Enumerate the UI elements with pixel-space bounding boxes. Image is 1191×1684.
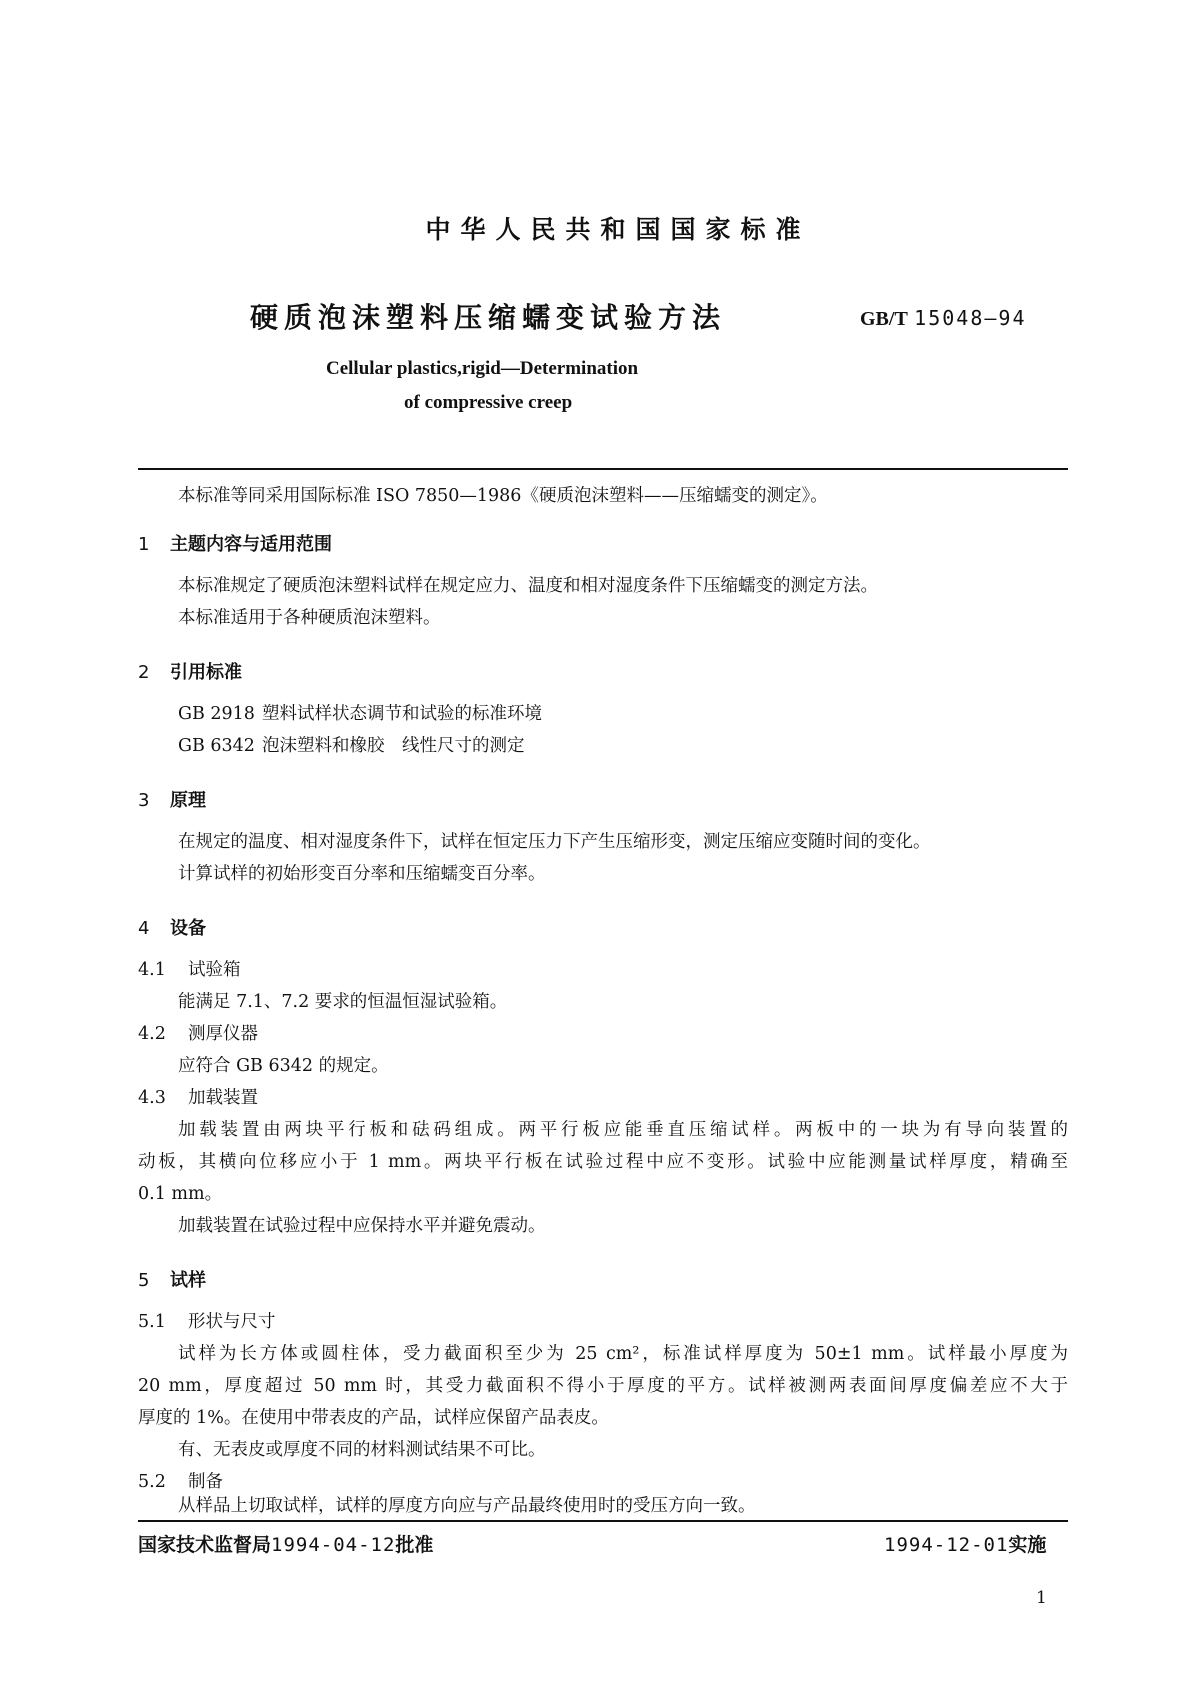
section-number: 1	[138, 534, 150, 555]
subsection-title: 制备	[188, 1472, 223, 1492]
section-1-heading	[138, 530, 332, 556]
subsection-5-1-paragraph-2: 有、无表皮或厚度不同的材料测试结果不可比。	[178, 1440, 546, 1460]
subsection-5-2-paragraph: 从样品上切取试样，试样的厚度方向应与产品最终使用时的受压方向一致。	[178, 1496, 756, 1516]
reference-item	[178, 738, 525, 756]
subsection-number: 5.1	[138, 1312, 166, 1332]
reference-title: 塑料试样状态调节和试验的标准环境	[262, 704, 542, 724]
subsection-5-1-heading	[138, 1314, 276, 1332]
section-5-heading	[138, 1266, 206, 1292]
section-1-paragraph-1: 本标准规定了硬质泡沫塑料试样在规定应力、温度和相对湿度条件下压缩蠕变的测定方法。	[178, 576, 878, 596]
standard-title-en-line1: Cellular plastics,rigid—Determination	[326, 358, 639, 379]
section-title: 引用标准	[170, 662, 242, 683]
top-divider	[138, 468, 1068, 470]
subsection-title: 试验箱	[188, 960, 241, 980]
subsection-4-1-paragraph: 能满足 7.1、7.2 要求的恒温恒湿试验箱。	[178, 992, 508, 1012]
subsection-number: 4.3	[138, 1088, 166, 1108]
approval-date: 1994-04-12	[271, 1534, 396, 1556]
subsection-4-3-paragraph-line2: 动板，其横向位移应小于 1 mm。两块平行板在试验过程中应不变形。试验中应能测量试样厚度，精确至	[138, 1152, 1068, 1172]
subsection-4-1-heading	[138, 962, 241, 980]
section-3-paragraph-1: 在规定的温度、相对湿度条件下，试样在恒定压力下产生压缩形变，测定压缩应变随时间的变化。	[178, 832, 931, 852]
subsection-4-3-paragraph-2: 加载装置在试验过程中应保持水平并避免震动。	[178, 1216, 546, 1236]
subsection-4-3-paragraph-line1: 加载装置由两块平行板和砝码组成。两平行板应能垂直压缩试样。两板中的一块为有导向装置的	[178, 1120, 1068, 1140]
effective-label: 实施	[1008, 1534, 1047, 1556]
section-3-heading	[138, 786, 206, 812]
intro-paragraph: 本标准等同采用国际标准 ISO 7850—1986《硬质泡沫塑料——压缩蠕变的测定》。	[178, 486, 828, 506]
standard-code: 15048—94	[914, 306, 1027, 330]
issuing-authority: 国家技术监督局	[138, 1534, 272, 1556]
reference-code: GB 6342	[178, 736, 255, 756]
subsection-4-2-paragraph: 应符合 GB 6342 的规定。	[178, 1056, 389, 1076]
subsection-number: 4.1	[138, 960, 166, 980]
page-number: 1	[1036, 1588, 1047, 1608]
section-1-paragraph-2: 本标准适用于各种硬质泡沫塑料。	[178, 608, 441, 628]
approval-line	[138, 1530, 433, 1557]
subsection-title: 加载装置	[188, 1088, 258, 1108]
subsection-title: 形状与尺寸	[188, 1312, 276, 1332]
approval-label: 批准	[395, 1534, 434, 1556]
subsection-number: 4.2	[138, 1024, 166, 1044]
section-4-heading	[138, 914, 206, 940]
subsection-4-2-heading	[138, 1026, 258, 1044]
national-standard-heading: 中华人民共和国国家标准	[425, 215, 811, 244]
subsection-4-3-heading	[138, 1090, 258, 1108]
subsection-title: 测厚仪器	[188, 1024, 258, 1044]
subsection-5-1-paragraph-line1: 试样为长方体或圆柱体，受力截面积至少为 25 cm²，标准试样厚度为 50±1 mm。试样最小厚度为	[178, 1344, 1068, 1364]
standard-title-zh: 硬质泡沫塑料压缩蠕变试验方法	[250, 301, 727, 334]
section-3-paragraph-2: 计算试样的初始形变百分率和压缩蠕变百分率。	[178, 864, 546, 884]
reference-item	[178, 706, 542, 724]
subsection-5-1-paragraph-line3: 厚度的 1%。在使用中带表皮的产品，试样应保留产品表皮。	[138, 1408, 609, 1428]
standard-title-en-line2: of compressive creep	[404, 392, 573, 413]
section-2-heading	[138, 658, 242, 684]
effective-line	[884, 1530, 1046, 1557]
section-title: 设备	[170, 918, 206, 939]
subsection-5-2-heading	[138, 1474, 223, 1492]
subsection-number: 5.2	[138, 1472, 166, 1492]
subsection-5-1-paragraph-line2: 20 mm，厚度超过 50 mm 时，其受力截面积不得小于厚度的平方。试样被测两表面间厚度偏差应不大于	[138, 1376, 1068, 1396]
section-title: 主题内容与适用范围	[170, 534, 332, 555]
reference-title: 泡沫塑料和橡胶 线性尺寸的测定	[262, 736, 525, 756]
section-title: 原理	[170, 790, 206, 811]
standard-number	[860, 306, 1026, 331]
section-number: 2	[138, 662, 150, 683]
section-number: 4	[138, 918, 150, 939]
section-title: 试样	[170, 1270, 206, 1291]
reference-code: GB 2918	[178, 704, 255, 724]
standard-prefix: GB/T	[860, 308, 908, 330]
bottom-divider	[138, 1520, 1068, 1522]
subsection-4-3-paragraph-line3: 0.1 mm。	[138, 1184, 223, 1204]
effective-date: 1994-12-01	[884, 1534, 1009, 1556]
section-number: 5	[138, 1270, 150, 1291]
section-number: 3	[138, 790, 150, 811]
